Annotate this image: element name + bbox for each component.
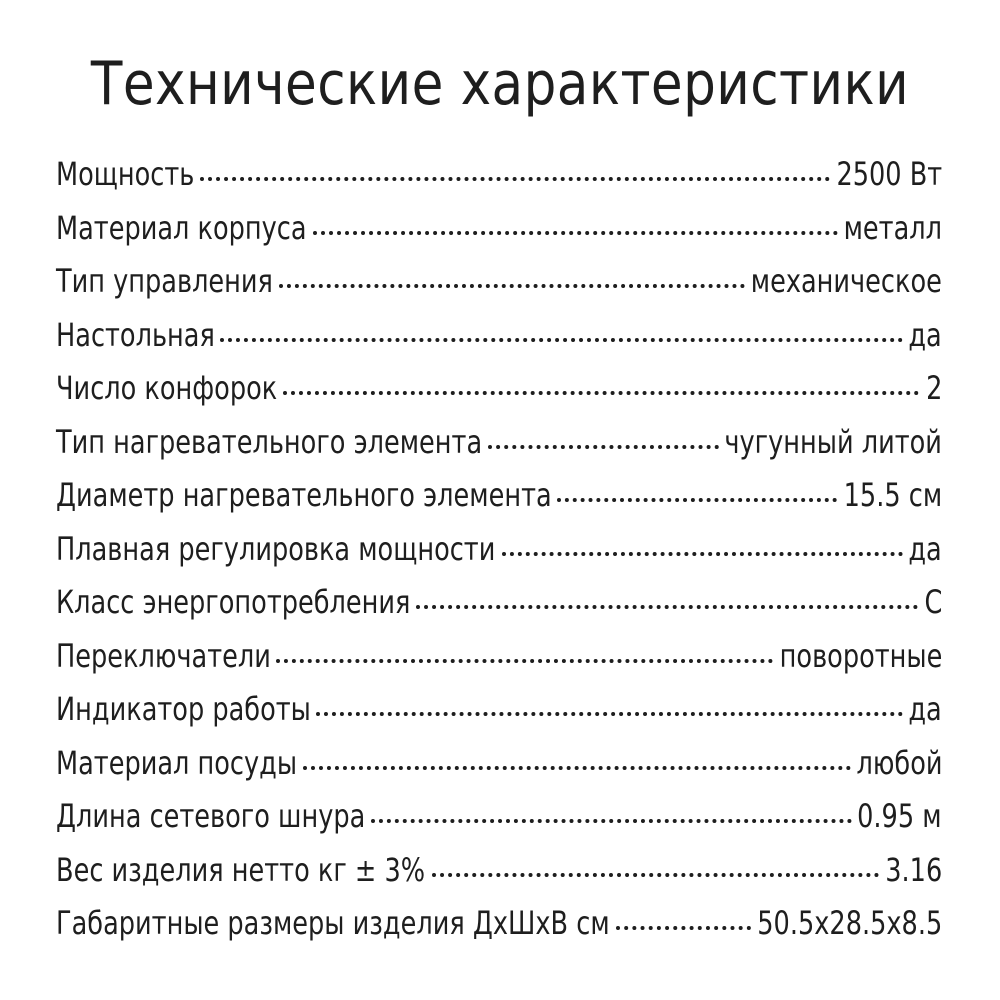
- spec-label: Вес изделия нетто кг ± 3%: [56, 850, 426, 889]
- spec-row-heating-element-type: [56, 416, 942, 470]
- dot-leader: [371, 819, 852, 823]
- spec-value: 50.5х28.5х8.5: [756, 904, 942, 942]
- spec-row-energy-class: [56, 576, 942, 630]
- spec-label: Тип нагревательного элемента: [56, 422, 483, 461]
- spec-value: да: [908, 529, 942, 568]
- spec-label: Диаметр нагревательного элемента: [56, 476, 552, 514]
- dot-leader: [316, 712, 902, 716]
- spec-value: поворотные: [779, 636, 942, 675]
- spec-value: металл: [843, 208, 942, 247]
- dot-leader: [616, 926, 751, 930]
- spec-value: 2: [925, 369, 942, 407]
- spec-row-dimensions: [56, 897, 942, 951]
- spec-label: Тип управления: [56, 262, 273, 300]
- spec-label: Мощность: [56, 155, 195, 193]
- spec-row-power: [56, 148, 942, 202]
- spec-row-control-type: [56, 255, 942, 309]
- spec-value: чугунный литой: [724, 422, 942, 461]
- dot-leader: [502, 552, 903, 556]
- spec-label: Настольная: [56, 315, 215, 354]
- spec-row-body-material: [56, 202, 942, 256]
- spec-value: 0.95 м: [857, 797, 942, 835]
- dot-leader: [303, 766, 850, 770]
- dot-leader: [557, 498, 837, 502]
- spec-value: да: [908, 690, 942, 728]
- spec-row-burner-count: [56, 362, 942, 416]
- spec-row-tabletop: [56, 309, 942, 363]
- spec-value: 15.5 см: [843, 476, 942, 514]
- spec-row-cord-length: [56, 790, 942, 844]
- dot-leader: [283, 391, 920, 395]
- spec-row-heating-element-diameter: [56, 469, 942, 523]
- spec-list: [56, 148, 942, 951]
- dot-leader: [488, 445, 719, 449]
- spec-value: да: [908, 315, 942, 354]
- spec-label: Материал корпуса: [56, 208, 307, 247]
- spec-value: механическое: [750, 262, 942, 300]
- spec-value: 3.16: [885, 850, 942, 889]
- dot-leader: [220, 338, 902, 342]
- spec-row-cookware-material: [56, 737, 942, 791]
- spec-value: любой: [856, 743, 942, 782]
- dot-leader: [276, 659, 773, 663]
- spec-value: 2500 Вт: [836, 155, 942, 193]
- dot-leader: [432, 873, 879, 877]
- spec-label: Длина сетевого шнура: [56, 797, 366, 835]
- spec-row-smooth-power-control: [56, 523, 942, 577]
- spec-label: Переключатели: [56, 636, 271, 675]
- dot-leader: [416, 605, 917, 609]
- spec-label: Плавная регулировка мощности: [56, 529, 496, 568]
- spec-label: Габаритные размеры изделия ДхШхВ см: [56, 904, 610, 942]
- spec-label: Индикатор работы: [56, 690, 311, 728]
- spec-value: С: [924, 583, 942, 621]
- spec-row-switches: [56, 630, 942, 684]
- dot-leader: [279, 284, 745, 288]
- spec-label: Материал посуды: [56, 743, 298, 782]
- spec-row-operation-indicator: [56, 683, 942, 737]
- page-title: Технические характеристики: [90, 49, 910, 119]
- spec-label: Число конфорок: [56, 369, 278, 407]
- dot-leader: [313, 231, 838, 235]
- dot-leader: [200, 177, 830, 181]
- spec-label: Класс энергопотребления: [56, 583, 411, 621]
- spec-row-net-weight: [56, 844, 942, 898]
